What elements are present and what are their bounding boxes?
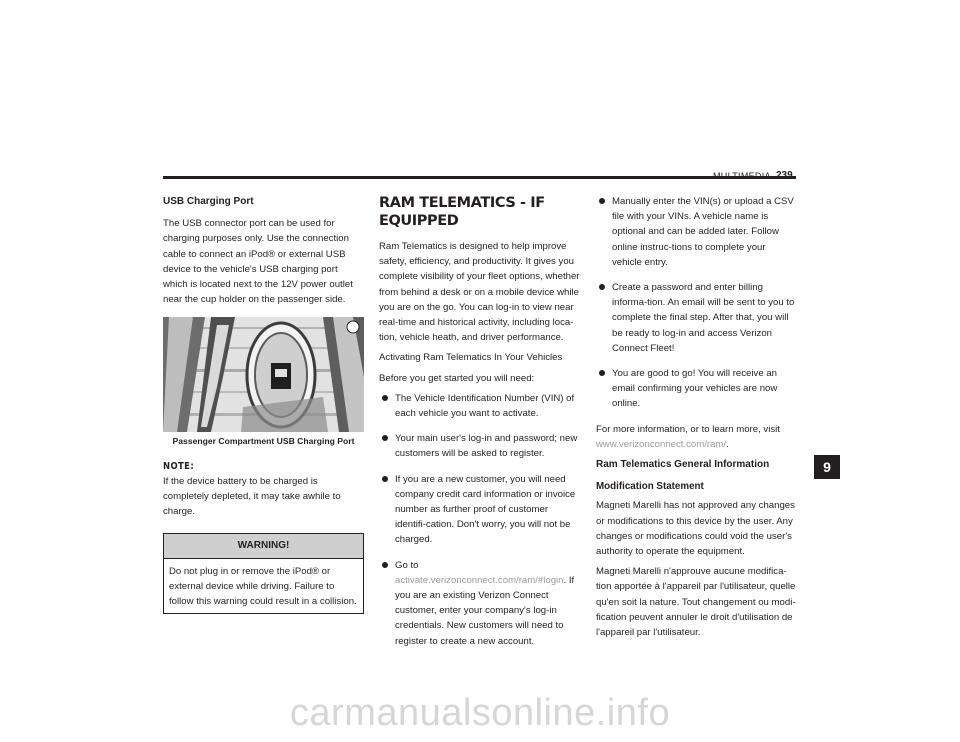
warning-text: Do not plug in or remove the iPod® or external device while driving. Failure to follow this warning could result in a collision.	[169, 565, 357, 608]
note-label: NOTE:	[163, 460, 195, 472]
usb-charging-port-heading: USB Charging Port	[163, 196, 254, 207]
activating-paragraph: Activating Ram Telematics In Your Vehicles	[379, 352, 563, 364]
requirements-list	[379, 391, 580, 649]
bullet-icon	[599, 284, 605, 290]
list-item-text: Manually enter the VIN(s) or upload a CSV file with your VINs. A vehicle name is optional and can be added later. Follow online instruc-tions to complete your vehicle entry.	[612, 196, 794, 268]
figure-caption: Passenger Compartment USB Charging Port	[172, 436, 355, 447]
modification-french-paragraph: Magneti Marelli n'approuve aucune modifica-tion apportée à l'appareil par l'utilisateur, quelle qu'en soit la nature. Tout changement ou modi-fication peuvent annuler le droit d'utilisation de l'appareil par l'utilisateur.	[596, 566, 796, 639]
chapter-tab: 9	[814, 455, 840, 479]
bullet-icon	[599, 198, 605, 204]
list-item	[596, 366, 797, 412]
list-item	[379, 431, 580, 461]
activate-link[interactable]: activate.verizonconnect.com/ram/#login	[395, 574, 564, 586]
bullet-icon	[382, 395, 388, 401]
verizon-link[interactable]: www.verizonconnect.com/ram/	[596, 438, 727, 450]
list-item	[379, 472, 580, 548]
column-2	[379, 194, 580, 659]
list-item-text: The Vehicle Identification Number (VIN) of each vehicle you want to activate.	[395, 392, 575, 420]
bullet-icon	[599, 370, 605, 376]
list-item-text: Create a password and enter billing informa-tion. An email will be sent to you to complete the final step. After that, you will be ready to log-in and access Verizon Connect Fleet!	[612, 282, 795, 354]
list-item	[379, 391, 580, 421]
header-rule	[163, 176, 796, 179]
usb-port-figure	[163, 317, 364, 432]
more-info-paragraph	[596, 422, 797, 452]
warning-box	[163, 533, 364, 614]
modification-english-paragraph: Magneti Marelli has not approved any changes or modifications to this device by the user. Any changes or modifications could void the user's authority to operate the equipment.	[596, 500, 795, 558]
usb-charging-paragraph: The USB connector port can be used for charging purposes only. Use the connection cable to connect an iPod® or external USB device to the vehicle's USB charging port which is located next to the 12V power outlet near the cup holder on the passenger side.	[163, 218, 353, 306]
bullet-icon	[382, 562, 388, 568]
warning-title: WARNING!	[164, 534, 363, 558]
more-info-prefix: For more information, or to learn more, visit	[596, 423, 780, 435]
list-item	[379, 558, 580, 649]
bullet-icon	[382, 435, 388, 441]
column-3	[596, 194, 797, 645]
bullet-icon	[382, 476, 388, 482]
watermark: carmanualsonline.info	[289, 692, 671, 734]
list-item-text: Your main user's log-in and password; new customers will be asked to register.	[395, 433, 578, 460]
more-info-suffix: .	[726, 438, 729, 450]
list-item-text: You are good to go! You will receive an email confirming your vehicles are now online.	[612, 368, 778, 410]
list-item-text: If you are a new customer, you will need company credit card information or invoice number as further proof of customer identifi-cation. Don't worry, you will not be charged.	[395, 473, 576, 546]
modification-statement-heading: Modification Statement	[596, 481, 704, 493]
list-item	[596, 280, 797, 356]
column-1	[163, 194, 364, 614]
note-text: If the device battery to be charged is completely depleted, it may take awhile to charge.	[163, 475, 341, 518]
telematics-intro-paragraph: Ram Telematics is designed to help improve safety, efficiency, and productivity. It gives you complete visibility of your fleet options, whether from behind a desk or on a mobile device while you are on the go. You can log-in to view near real-time and historical activity, including loca-tion, vehicle heath, and driver performance.	[379, 241, 580, 344]
before-you-start-paragraph: Before you get started you will need:	[379, 372, 535, 384]
list-item-suffix: . If you are an existing Verizon Connect customer, enter your company's log-in credentials. New customers will need to register to create a new account.	[395, 574, 575, 647]
usb-port-photo	[163, 317, 364, 432]
list-item	[596, 194, 797, 270]
ram-telematics-heading: RAM TELEMATICS - IF EQUIPPED	[379, 195, 545, 229]
list-item-prefix: Go to	[395, 559, 419, 571]
general-information-heading: Ram Telematics General Information	[596, 459, 770, 471]
activation-steps-list	[596, 194, 797, 412]
